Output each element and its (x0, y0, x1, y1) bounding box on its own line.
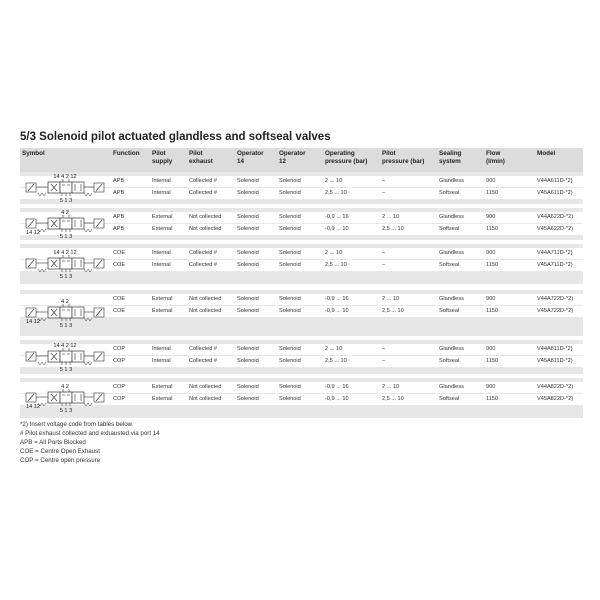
valve-symbol (20, 172, 110, 204)
port-labels-top: 4 2 (61, 299, 69, 305)
port-labels-bottom: 5 1 3 (59, 408, 73, 414)
cell-operator-14: Solenoid (237, 358, 259, 364)
port-labels-bottom: 5 1 3 (59, 198, 73, 204)
cell-operating-pressure: 2,5 ... 10 (325, 190, 347, 196)
cell-function: APB (113, 226, 125, 232)
cell-operating-pressure: -0,9 ... 10 (325, 308, 349, 314)
cell-flow: 900 (486, 384, 496, 390)
cell-flow: 1150 (486, 226, 499, 232)
cell-operator-12: Solenoid (279, 396, 301, 402)
cell-flow: 900 (486, 178, 496, 184)
port-labels-top: 4 2 (61, 384, 69, 390)
valve-envelope (60, 307, 72, 318)
cell-pilot-supply: External (152, 396, 173, 402)
cell-sealing-system: Softseal (439, 190, 460, 196)
cell-model: V45A722D-*2) (537, 308, 574, 314)
cell-operating-pressure: -0,9 ... 10 (325, 226, 349, 232)
cell-pilot-supply: Internal (152, 346, 171, 352)
cell-operator-12: Solenoid (279, 190, 301, 196)
cell-flow: 1150 (486, 358, 499, 364)
cell-function: COP (113, 346, 126, 352)
cell-sealing-system: Softseal (439, 262, 460, 268)
cell-flow: 900 (486, 250, 496, 256)
pilot-port-labels: 14 12 (26, 319, 40, 325)
cell-operator-12: Solenoid (279, 262, 301, 268)
valve-symbol-cell (20, 172, 110, 204)
cell-pilot-exhaust: Collected # (189, 178, 217, 184)
cell-operating-pressure: -0,9 ... 16 (325, 384, 349, 390)
valve-envelope (60, 258, 72, 269)
cell-model: V45A711D-*2) (537, 262, 573, 268)
cell-operator-12: Solenoid (279, 226, 301, 232)
cell-function: COP (113, 384, 126, 390)
cell-sealing-system: Glandless (439, 250, 464, 256)
valve-envelope (60, 182, 72, 193)
cell-pilot-exhaust: Collected # (189, 262, 217, 268)
cell-flow: 900 (486, 296, 496, 302)
cell-pilot-supply: External (152, 308, 173, 314)
cell-operator-12: Solenoid (279, 346, 301, 352)
cell-pilot-exhaust: Collected # (189, 358, 217, 364)
cell-sealing-system: Softseal (439, 396, 460, 402)
cell-pilot-exhaust: Not collected (189, 296, 222, 302)
cell-pilot-supply: Internal (152, 262, 171, 268)
valve-envelope (60, 351, 72, 362)
header-model: Model (537, 150, 556, 157)
footnotes (20, 420, 160, 465)
cell-flow: 900 (486, 346, 496, 352)
cell-operator-14: Solenoid (237, 296, 259, 302)
cell-pilot-pressure: – (382, 250, 386, 256)
table-header (20, 148, 583, 172)
cell-model: V44A722D-*2) (537, 296, 574, 302)
valve-envelope (60, 218, 72, 229)
port-labels-top: 14 4 2 12 (53, 250, 77, 256)
cell-operator-14: Solenoid (237, 178, 259, 184)
cell-model: V45A822D-*2) (537, 396, 574, 402)
cell-function: COP (113, 396, 126, 402)
cell-operator-14: Solenoid (237, 250, 259, 256)
footnote: COE = Centre Open Exhaust (20, 448, 100, 455)
port-labels-bottom: 5 1 3 (59, 323, 73, 329)
valve-envelope (60, 392, 72, 403)
header-operator-12: Operator 12 (279, 150, 306, 165)
cell-pilot-supply: External (152, 296, 173, 302)
cell-operator-14: Solenoid (237, 190, 259, 196)
cell-pilot-pressure: 2,5 ... 10 (382, 226, 404, 232)
cell-operator-12: Solenoid (279, 178, 301, 184)
cell-flow: 1150 (486, 308, 499, 314)
cell-pilot-exhaust: Not collected (189, 308, 222, 314)
cell-pilot-pressure: – (382, 358, 386, 364)
cell-sealing-system: Softseal (439, 308, 460, 314)
footnote: # Pilot exhaust collected and exhausted via port 14 (20, 430, 160, 437)
cell-pilot-pressure: – (382, 190, 386, 196)
cell-model: V45A611D-*2) (537, 190, 573, 196)
valve-symbol (20, 208, 110, 240)
port-labels-top: 14 4 2 12 (53, 174, 77, 180)
header-pilot-exhaust: Pilot exhaust (189, 150, 213, 165)
cell-function: APB (113, 190, 125, 196)
valve-symbol (20, 378, 110, 418)
valve-symbol-cell (20, 378, 110, 418)
port-labels-top: 14 4 2 12 (53, 343, 77, 349)
valve-envelope (72, 392, 84, 403)
cell-sealing-system: Glandless (439, 214, 464, 220)
cell-pilot-supply: External (152, 226, 173, 232)
cell-pilot-pressure: 2 ... 10 (382, 296, 400, 302)
cell-model: V44A822D-*2) (537, 384, 574, 390)
cell-pilot-supply: External (152, 384, 173, 390)
cell-sealing-system: Softseal (439, 358, 460, 364)
valve-envelope (72, 182, 84, 193)
cell-operating-pressure: 2,5 ... 10 (325, 358, 347, 364)
cell-pilot-pressure: 2,5 ... 10 (382, 308, 404, 314)
port-labels-bottom: 5 1 3 (59, 234, 73, 240)
cell-function: APB (113, 214, 125, 220)
cell-pilot-pressure: 2,5 ... 10 (382, 396, 404, 402)
cell-model: V44A811D-*2) (537, 346, 573, 352)
cell-pilot-exhaust: Not collected (189, 384, 222, 390)
pilot-port-labels: 14 12 (26, 404, 40, 410)
cell-flow: 1150 (486, 262, 499, 268)
header-operating-pressure: Operating pressure (bar) (325, 150, 368, 165)
cell-operator-12: Solenoid (279, 384, 301, 390)
port-labels-bottom: 5 1 3 (59, 367, 73, 373)
valve-envelope (72, 218, 84, 229)
cell-pilot-supply: Internal (152, 178, 171, 184)
cell-pilot-exhaust: Not collected (189, 214, 222, 220)
cell-operator-14: Solenoid (237, 384, 259, 390)
cell-flow: 1150 (486, 190, 499, 196)
footnote: *2) Insert voltage code from tables below (20, 421, 133, 428)
cell-pilot-pressure: 2 ... 10 (382, 214, 400, 220)
footnote: COP = Centre open pressure (20, 457, 101, 464)
cell-operator-14: Solenoid (237, 226, 259, 232)
cell-model: V44A622D-*2) (537, 214, 574, 220)
valve-envelope (72, 351, 84, 362)
valve-symbol-cell (20, 244, 110, 284)
valve-symbol (20, 340, 110, 374)
cell-operator-14: Solenoid (237, 262, 259, 268)
cell-operator-14: Solenoid (237, 308, 259, 314)
cell-sealing-system: Glandless (439, 384, 464, 390)
cell-flow: 900 (486, 214, 496, 220)
cell-operating-pressure: -0,9 ... 16 (325, 214, 349, 220)
cell-function: COE (113, 308, 126, 314)
cell-pilot-pressure: 2 ... 10 (382, 384, 400, 390)
cell-operating-pressure: -0,9 ... 16 (325, 296, 349, 302)
cell-operator-14: Solenoid (237, 396, 259, 402)
cell-operator-12: Solenoid (279, 358, 301, 364)
cell-function: APB (113, 178, 125, 184)
cell-operating-pressure: 2 ... 10 (325, 346, 343, 352)
cell-sealing-system: Glandless (439, 178, 464, 184)
cell-function: COP (113, 358, 126, 364)
cell-sealing-system: Glandless (439, 296, 464, 302)
cell-model: V45A622D-*2) (537, 226, 574, 232)
valve-envelope (72, 258, 84, 269)
cell-pilot-pressure: – (382, 262, 386, 268)
header-pilot-pressure: Pilot pressure (bar) (382, 150, 425, 165)
cell-pilot-supply: Internal (152, 190, 171, 196)
cell-sealing-system: Softseal (439, 226, 460, 232)
cell-flow: 1150 (486, 396, 499, 402)
cell-operating-pressure: 2 ... 10 (325, 250, 343, 256)
cell-pilot-exhaust: Collected # (189, 346, 217, 352)
page-title: 5/3 Solenoid pilot actuated glandless and softseal valves (20, 131, 331, 143)
cell-operating-pressure: -0,9 ... 10 (325, 396, 349, 402)
cell-pilot-exhaust: Not collected (189, 396, 222, 402)
valve-symbol (20, 290, 110, 336)
cell-operator-12: Solenoid (279, 214, 301, 220)
port-labels-bottom: 5 1 3 (59, 274, 73, 280)
cell-operator-12: Solenoid (279, 250, 301, 256)
cell-model: V44A611D-*2) (537, 178, 573, 184)
cell-function: COE (113, 296, 126, 302)
header-sealing-system: Sealing system (439, 150, 462, 165)
header-pilot-supply: Pilot supply (152, 150, 173, 165)
cell-pilot-exhaust: Collected # (189, 250, 217, 256)
cell-pilot-supply: Internal (152, 250, 171, 256)
valve-symbol (20, 244, 110, 284)
valve-envelope (72, 307, 84, 318)
pilot-port-labels: 14 12 (26, 230, 40, 236)
header-symbol: Symbol (22, 150, 45, 157)
cell-operating-pressure: 2 ... 10 (325, 178, 343, 184)
cell-pilot-supply: External (152, 214, 173, 220)
cell-operator-14: Solenoid (237, 214, 259, 220)
cell-pilot-exhaust: Not collected (189, 226, 222, 232)
cell-operator-12: Solenoid (279, 308, 301, 314)
cell-pilot-supply: Internal (152, 358, 171, 364)
cell-operator-12: Solenoid (279, 296, 301, 302)
cell-function: COE (113, 262, 126, 268)
cell-pilot-pressure: – (382, 178, 386, 184)
cell-function: COE (113, 250, 126, 256)
footnote: APB = All Ports Blocked (20, 439, 86, 446)
valve-symbol-cell (20, 208, 110, 240)
valve-symbol-cell (20, 340, 110, 374)
cell-model: V45A811D-*2) (537, 358, 573, 364)
header-function: Function (113, 150, 140, 157)
header-flow: Flow (l/min) (486, 150, 505, 165)
cell-pilot-exhaust: Collected # (189, 190, 217, 196)
cell-pilot-pressure: – (382, 346, 386, 352)
cell-operator-14: Solenoid (237, 346, 259, 352)
valve-symbol-cell (20, 290, 110, 336)
port-labels-top: 4 2 (61, 210, 69, 216)
cell-sealing-system: Glandless (439, 346, 464, 352)
cell-operating-pressure: 2,5 ... 10 (325, 262, 347, 268)
cell-model: V44A711D-*2) (537, 250, 573, 256)
header-operator-14: Operator 14 (237, 150, 264, 165)
